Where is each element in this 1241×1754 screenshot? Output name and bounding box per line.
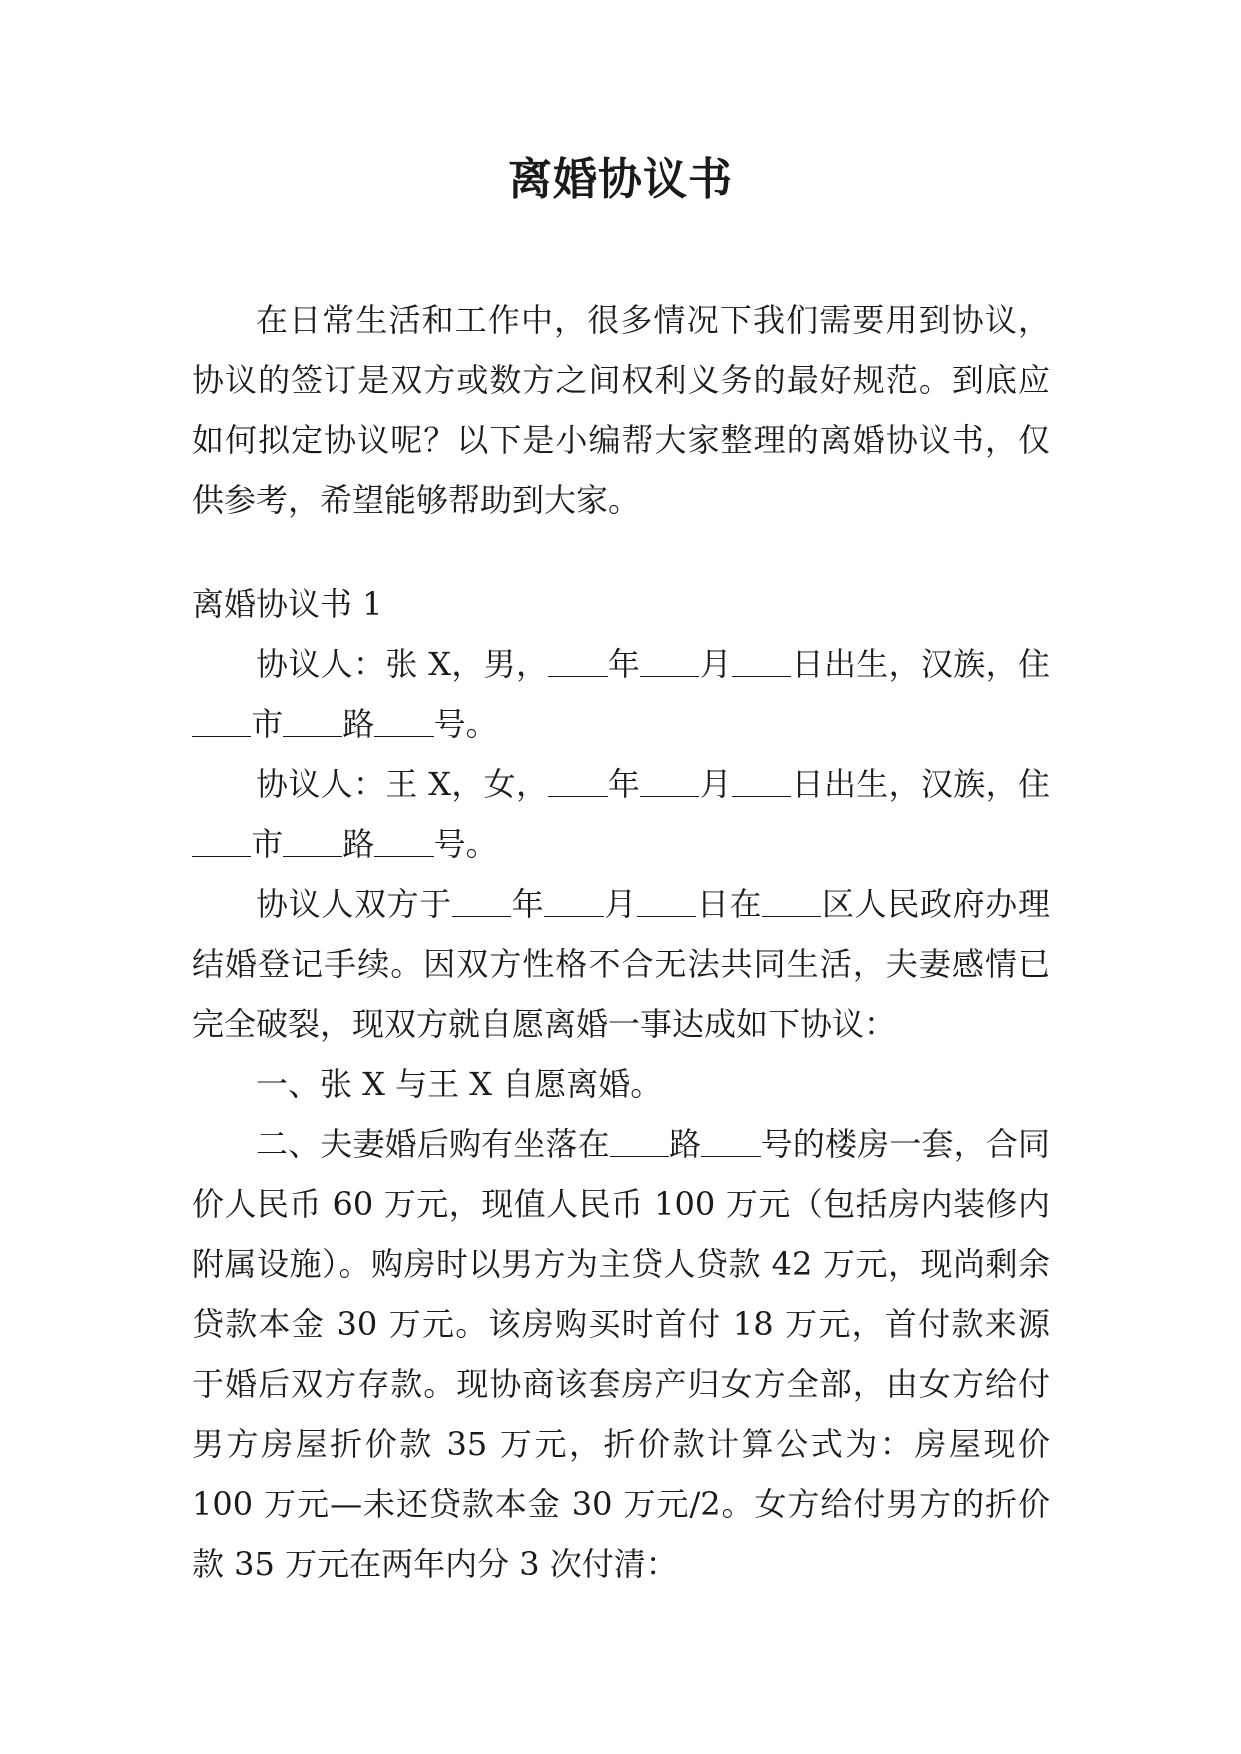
- party-1-number-label: 号。: [433, 705, 498, 743]
- marriage-paragraph: [192, 874, 1050, 1054]
- marriage-month-label: 月: [603, 885, 637, 923]
- marriage-day-label: 日在: [696, 885, 763, 923]
- marriage-year-label: 年: [511, 885, 545, 923]
- party-2-city-label: 市: [251, 825, 284, 863]
- party-1-paragraph: [192, 634, 1050, 754]
- party-1-road-label: 路: [342, 705, 375, 743]
- blank-field: [374, 706, 433, 737]
- intro-paragraph: 在日常生活和工作中，很多情况下我们需要用到协议，协议的签订是双方或数方之间权利义务的最好规范。到底应如何拟定协议呢？以下是小编帮大家整理的离婚协议书，仅供参考，希望能够帮助到大家。: [192, 301, 1050, 519]
- blank-field: [548, 766, 607, 797]
- blank-field: [548, 646, 607, 677]
- clause-2-road-label: 路: [668, 1125, 702, 1163]
- blank-field: [610, 1126, 669, 1157]
- document-title: 离婚协议书: [508, 154, 733, 205]
- marriage-rest: 区人民政府办理结婚登记手续。因双方性格不合无法共同生活，夫妻感情已完全破裂，现双方就自愿离婚一事达成如下协议：: [192, 885, 1050, 1043]
- blank-field: [374, 826, 433, 857]
- blank-field: [544, 886, 603, 917]
- blank-field: [640, 646, 699, 677]
- blank-field: [701, 1126, 760, 1157]
- blank-field: [192, 706, 251, 737]
- party-1-city-label: 市: [251, 705, 284, 743]
- clause-2: [192, 1114, 1050, 1594]
- blank-field: [283, 706, 342, 737]
- paragraph-gap: [192, 530, 1050, 574]
- clause-1: 一、张 X 与王 X 自愿离婚。: [256, 1065, 663, 1103]
- party-1-month-label: 月: [699, 645, 733, 683]
- blank-field: [452, 886, 511, 917]
- blank-field: [192, 826, 251, 857]
- party-2-month-label: 月: [699, 765, 733, 803]
- section-heading: 离婚协议书 1: [192, 585, 383, 623]
- blank-field: [283, 826, 342, 857]
- clause-2-rest: 号的楼房一套，合同价人民币 60 万元，现值人民币 100 万元（包括房内装修内附属设施）。购房时以男方为主贷人贷款 42 万元，现尚剩余贷款本金 30 万元。该房购买时首付 18 万元，首付款来源于婚后双方存款。现协商该套房产归女方全部，由女方给付男方房屋折价款 35 万元，折价款计算公式为：房屋现价 100 万元—未还贷款本金 30 万元/2。女方给付男方的折价款 35 万元在两年内分 3 次付清：: [192, 1125, 1050, 1583]
- blank-field: [732, 766, 791, 797]
- blank-field: [640, 766, 699, 797]
- blank-field: [762, 886, 821, 917]
- party-1-year-label: 年: [607, 645, 641, 683]
- party-2-paragraph: [192, 754, 1050, 874]
- party-2-road-label: 路: [342, 825, 375, 863]
- blank-field: [637, 886, 696, 917]
- party-2-prefix: 协议人：王 X，女，: [256, 765, 549, 803]
- party-1-birth-text: 日出生，汉族，住: [791, 645, 1050, 683]
- party-2-number-label: 号。: [433, 825, 498, 863]
- marriage-prefix: 协议人双方于: [256, 885, 452, 923]
- blank-field: [732, 646, 791, 677]
- party-2-year-label: 年: [607, 765, 641, 803]
- party-2-birth-text: 日出生，汉族，住: [791, 765, 1050, 803]
- clause-2-prefix: 二、夫妻婚后购有坐落在: [256, 1125, 610, 1163]
- document-body: [192, 290, 1050, 1594]
- party-1-prefix: 协议人：张 X，男，: [256, 645, 549, 683]
